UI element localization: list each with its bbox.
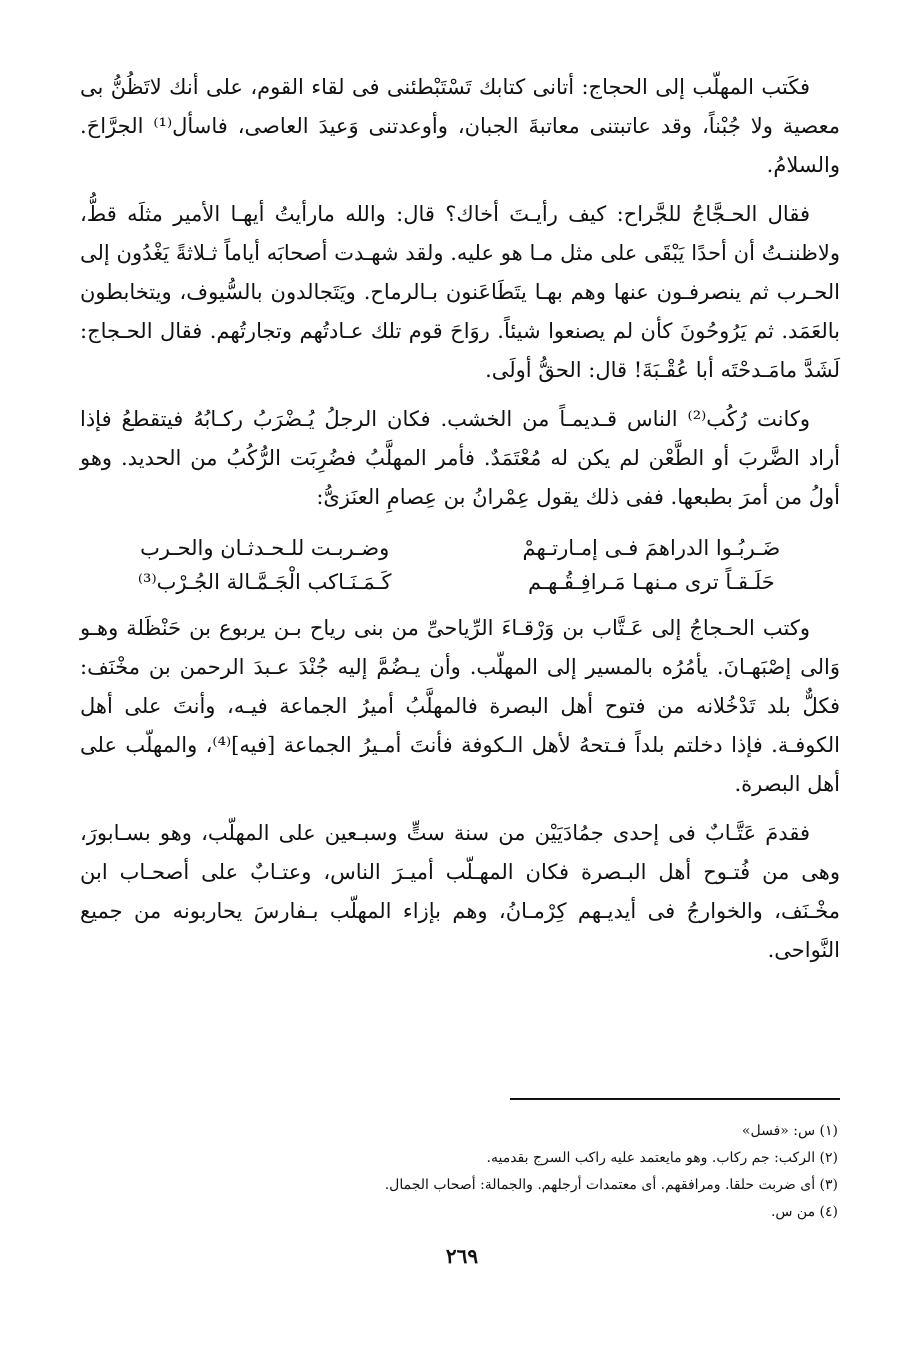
page-number: ٢٦٩ xyxy=(445,1244,479,1268)
poem-hemistich-second: كَـمَـنَـاكب الْجَـمَّـالة الجُـرْب⁽³⁾ xyxy=(137,570,392,594)
paragraph: فقال الحـجَّاجُ للجَّراح: كيف رأيـتَ أخاك؟ قال: والله مارأيتُ أيهـا الأمير مثلَه قطُّ، ولاظننـتُ أن أحدًا يَبْقَى على مثل مـا هو عليه. ولقد شهـدت أصحابَه أياماً ثـلاثةً يَغْدُون إلى الحـرب ثم ينصرفـون عنها وهم بهـا يتَطَاعَنون بـالرماح. ويَتَجالدون بالسُّيوف، ويتخابطون بالعَمَد. ثم يَرُوحُونَ كأن لم يصنعوا شيئاً. روَاحَ قوم تلك عـادتُهم وتجارتُهم. فقال الحـجاج: لَشَدَّ مامَـدحْتَه أبا عُقْـبَةَ! قال: الحقُّ أولَى. xyxy=(80,202,840,382)
paragraph: فكَتب المهلّب إلى الحجاج: أتانى كتابك تَسْتَبْطئنى فى لقاء القوم، على أنك لاتَظُنُّ بى معصية ولا جُبْناً، وقد عاتبتنى معاتبةَ الجبان، وأوعدتنى وَعيدَ العاصى، فاسأل⁽¹⁾ الجرَّاحَ. والسلامُ. xyxy=(80,75,840,177)
poem-verse xyxy=(80,531,840,565)
footnotes xyxy=(80,1118,838,1226)
footnote: (١) س: «فسل» xyxy=(741,1123,838,1139)
poem xyxy=(80,531,840,599)
main-text xyxy=(80,68,840,980)
paragraph: وكتب الحـجاجُ إلى عَـتَّاب بن وَرْقـاءَ الرِّياحىِّ من بنى رياح بـن يربوع بن حَنْظَلة وهـو وَالى إصْبَهـانَ. يأمُرُه بالمسير إلى المهلّب. وأن يـضُمَّ إليه جُنْدَ عـبدَ الرحمن بن مخْنَف: فكلٌّ بلد تَدْخُلانه من فتوح أهل البصرة فالمهلَّبُ أميرُ الجماعة فيـه، وأنتَ على أهل الكوفـة. فإذا دخلتم بلداً فـتحهُ لأهل الـكوفة فأنتَ أمـيرُ الجماعة [فيه]⁽⁴⁾، والمهلّب على أهل البصرة. xyxy=(80,616,840,796)
poem-verse xyxy=(80,565,840,599)
footnote: (٢) الركب: جم ركاب. وهو مايعتمد عليه راكب السرج بقدميه. xyxy=(486,1150,838,1166)
footnote-separator xyxy=(510,1098,840,1100)
poem-hemistich-first: حَلَـقـاً ترى مـنهـا مَـرافِـقُـهـم xyxy=(527,570,775,594)
footnote: (٣) أى ضربت حلقا. ومرافقهم. أى معتمدات أرجلهم. والجمالة: أصحاب الجمال. xyxy=(384,1177,838,1193)
poem-hemistich-second: وضـربـت للـحـدثـان والحـرب xyxy=(140,536,390,560)
poem-hemistich-first: ضَـربُـوا الدراهمَ فـى إمـارتـهمْ xyxy=(522,536,781,560)
paragraph: وكانت رُكُب⁽²⁾ الناس قـديمـاً من الخشب. فكان الرجلُ يُـضْرَبُ ركـابُهُ فيتقطعُ فإذا أراد الضَّربَ أو الطَّعْن لم يكن له مُعْتَمَدٌ. فأمر المهلَّبُ فضُرِبَت الرُّكُبُ من الحديد. وهو أولُ من أمرَ بطبعها. ففى ذلك يقول عِمْرانُ بن عِصامِ العنَزىُّ: xyxy=(80,407,840,509)
footnote: (٤) من س. xyxy=(770,1204,838,1220)
paragraph: فقدمَ عَتَّـابٌ فى إحدى جمُادَيَيْن من سنة ستٍّ وسبـعين على المهلّب، وهو بسـابورَ، وهى من فُتـوح أهل البـصرة فكان المهـلّب أميـرَ الناس، وعتـابٌ على أصحـاب ابن مخْـنَف، والخوارجُ فى أيديـهم كِرْمـانُ، وهم بإزاء المهلّب بـفارسَ يحاربونه من جميع النَّواحى. xyxy=(80,821,840,962)
